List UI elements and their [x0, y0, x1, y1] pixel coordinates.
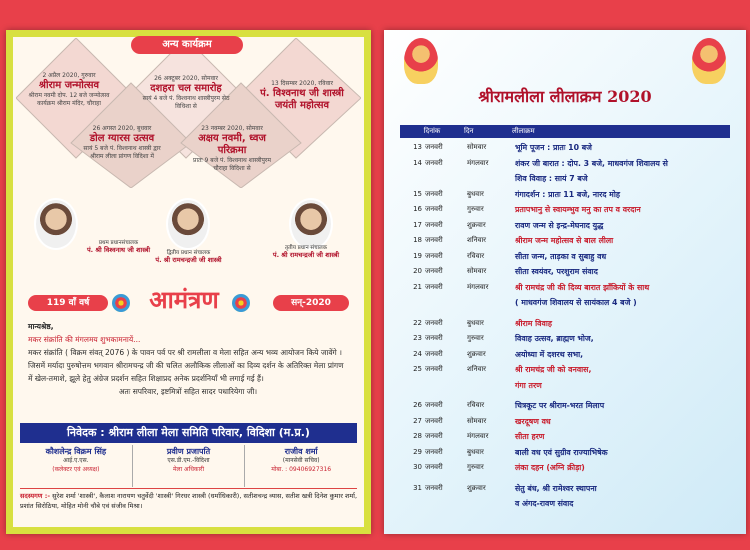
event-jayanti: 13 दिसम्बर 2020, रविवार पं. विश्वनाथ जी शास्त्री जयंती महोत्सव: [260, 80, 344, 111]
ganesha-icon: [404, 38, 438, 84]
table-row: [400, 187, 730, 203]
row-event: सेतु बंध, श्री रामेश्वर स्थापना: [515, 483, 597, 493]
row-event: सीता जन्म, ताड़का व सुबाहु वध: [515, 251, 607, 261]
row-month: जनवरी: [425, 282, 443, 291]
row-weekday: बुधवार: [467, 447, 484, 456]
row-date: 14: [413, 158, 422, 167]
row-weekday: मंगलवार: [467, 432, 489, 440]
row-date: 21: [413, 282, 422, 291]
schedule-header: [384, 30, 746, 110]
table-row: [400, 460, 730, 476]
row-month: [425, 295, 467, 311]
row-event: सीता स्वयंवर, परशुराम संवाद: [515, 267, 598, 276]
row-weekday: शुक्रवार: [467, 220, 486, 229]
row-weekday: रविवार: [467, 401, 485, 409]
row-weekday: [467, 378, 515, 394]
row-weekday: [467, 496, 515, 512]
row-weekday: सोमवार: [467, 143, 487, 151]
row-date: 26: [413, 401, 422, 409]
portrait-caption-3: तृतीय प्रधान संचालक पं. श्री रामचन्द्रजी जी शास्त्री: [272, 245, 340, 259]
table-row: [400, 362, 730, 378]
row-date: 30: [413, 463, 422, 471]
row-weekday: गुरुवार: [467, 463, 484, 471]
row-event: शंकर जी बारात : दोप. 3 बजे, माधवगंज शिवालय से: [515, 158, 668, 168]
nivedak-bar: निवेदक : श्रीराम लीला मेला समिति परिवार, विदिशा (म.प्र.): [20, 423, 357, 443]
row-event: शिव विवाह : सायं 7 बजे: [515, 174, 588, 183]
row-date: 20: [413, 267, 422, 275]
signatory: प्रवीण प्रजापति एस.डी.एम.-विदिशा मेला अधिकारी: [133, 445, 246, 487]
row-month: जनवरी: [425, 143, 443, 151]
table-row: [400, 264, 730, 280]
row-date: 19: [413, 251, 422, 260]
row-event: श्री रामचंद्र जी को वनवास,: [515, 365, 592, 374]
row-event: रावण जन्म से इन्द्र-मेघनाद युद्ध: [515, 220, 604, 230]
row-month: जनवरी: [425, 401, 443, 409]
row-date: 17: [413, 220, 422, 229]
row-event: भूमि पूजन : प्रातः 10 बजे: [515, 143, 592, 152]
signatories: [20, 445, 357, 487]
row-date: [400, 378, 425, 394]
row-month: [425, 378, 467, 394]
row-date: 28: [413, 432, 422, 440]
portrait-founder-1: [34, 198, 78, 250]
row-month: जनवरी: [425, 318, 443, 327]
row-month: जनवरी: [425, 447, 443, 456]
row-event: गंगादर्शन : प्रातः 11 बजे, नारद मोह: [515, 189, 620, 199]
row-month: जनवरी: [425, 416, 443, 425]
row-date: [400, 295, 425, 311]
invitation-card-left: [6, 30, 371, 534]
signatory: राजीव शर्मा (मानसेवी सचिव) मोबा. : 09406927316: [271, 447, 332, 473]
table-row: [400, 316, 730, 332]
row-event: अयोध्या में दशरथ सभा,: [515, 349, 584, 359]
row-weekday: गुरुवार: [467, 205, 484, 213]
row-event: श्रीराम जन्म महोत्सव से बाल लीला: [515, 236, 614, 245]
row-month: जनवरी: [425, 251, 443, 260]
row-month: जनवरी: [425, 463, 443, 471]
row-event: चित्रकूट पर श्रीराम-भरत मिलाप: [515, 401, 605, 410]
row-weekday: [467, 171, 515, 187]
row-weekday: रविवार: [467, 251, 485, 260]
year-2020-badge: सन्-2020: [273, 295, 349, 311]
row-month: जनवरी: [425, 267, 443, 275]
row-date: 27: [413, 416, 422, 425]
row-weekday: सोमवार: [467, 416, 487, 425]
schedule-table-header: दिनांक दिन लीलाक्रम: [400, 125, 730, 138]
row-weekday: [467, 295, 515, 311]
table-row: [400, 218, 730, 234]
row-month: जनवरी: [425, 432, 443, 440]
portrait-caption-2: द्वितीय प्रधान संचालक पं. श्री रामचन्द्रजी जी शास्त्री: [155, 250, 222, 264]
schedule-table: [400, 140, 730, 512]
row-event: ( माधवगंज शिवालय से सायंकाल 4 बजे ): [515, 298, 637, 307]
saraswati-icon: [692, 38, 726, 84]
row-date: 22: [413, 318, 422, 327]
schedule-title: श्रीरामलीला लीलाक्रम 2020: [478, 87, 652, 106]
table-row: [400, 295, 730, 311]
row-date: 13: [413, 143, 422, 151]
row-event: गंगा तरण: [515, 380, 542, 390]
row-date: 15: [413, 189, 422, 198]
table-row: [400, 445, 730, 461]
row-month: जनवरी: [425, 158, 443, 167]
row-month: जनवरी: [425, 334, 443, 342]
portrait-caption-1: प्रथम प्रधानसंचालक पं. श्री विश्वनाथ जी शास्त्री: [86, 240, 151, 254]
row-date: 24: [413, 349, 422, 358]
members-list: सदस्यगण :- सुरेश शर्मा 'शास्त्री', कैलाश नारायण चतुर्वेदी 'शास्त्री' गिरधर शास्त्री (धर्माधिकारी), सतीशचन्द्र व्यास, सतीश खत्री दिनेश कुमार शर्मा, प्रशांत सिरोठिया, मोहित मोनी चौबे एवं संजीव मिश्रा।: [20, 488, 357, 529]
table-row: [400, 414, 730, 430]
row-event: बाली वध एवं सुग्रीव राज्याभिषेक: [515, 447, 608, 457]
year-badge: 119 वाँ वर्ष: [28, 295, 108, 311]
row-weekday: शनिवार: [467, 236, 487, 244]
row-month: जनवरी: [425, 349, 443, 358]
row-event: श्रीराम विवाह: [515, 318, 552, 328]
table-row: [400, 347, 730, 363]
flower-icon: [112, 294, 130, 312]
row-month: जनवरी: [425, 205, 443, 213]
row-date: 23: [413, 334, 422, 342]
row-weekday: मंगलवार: [467, 282, 489, 291]
row-event: सीता हरण: [515, 432, 545, 441]
event-ram-janmotsav: 2 अप्रैल 2020, गुरुवार श्रीराम जन्मोत्सव श्रीराम नवमी दोप. 12 बजे जन्मोत्सव कार्यक्रम श्रीराम मंदिर, चौराहा: [28, 72, 110, 107]
row-event: प्रतापभानु से स्वायम्भुव मनु का तप व वरदान: [515, 205, 641, 214]
row-date: [400, 171, 425, 187]
row-month: जनवरी: [425, 220, 443, 229]
row-date: [400, 496, 425, 512]
table-row: [400, 429, 730, 445]
table-row: [400, 140, 730, 156]
portrait-founder-2: [166, 198, 210, 250]
table-row: [400, 171, 730, 187]
row-weekday: सोमवार: [467, 267, 487, 275]
row-weekday: मंगलवार: [467, 158, 489, 167]
row-month: जनवरी: [425, 365, 443, 373]
table-row: [400, 481, 730, 497]
row-event: खरदूषण वध: [515, 416, 551, 426]
row-weekday: शनिवार: [467, 365, 487, 373]
schedule-card-right: [384, 30, 746, 534]
row-month: जनवरी: [425, 483, 443, 492]
row-date: 25: [413, 365, 422, 373]
row-date: 31: [413, 483, 422, 492]
event-akshay-navami: 23 नवम्बर 2020, सोमवार अक्षय नवमी, ध्वज परिक्रमा प्रातः 9 बजे पं. विश्वनाथ शास्त्रीपुरम चौराहा विदिशा से: [193, 125, 271, 172]
row-date: 29: [413, 447, 422, 456]
row-weekday: गुरुवार: [467, 334, 484, 342]
table-row: [400, 156, 730, 172]
event-dol-gyaras: 26 अगस्त 2020, बुधवार डोल ग्यारस उत्सव सायं 5 बजे पं. विश्वनाथ शास्त्री द्वार श्रीराम लीला प्रांगण विदिशा में: [83, 125, 161, 160]
event-dussehra: 26 अक्टूबर 2020, सोमवार दशहरा चल समारोह सायं 4 बजे पं. विश्वनाथ शास्त्रीपुरम सेठ विधिशा से: [142, 75, 230, 110]
flower-icon: [232, 294, 250, 312]
row-month: जनवरी: [425, 236, 443, 244]
signatory: कौशलेन्द्र विक्रम सिंह आई.ए.एस. (कलेक्टर एवं अध्यक्ष): [20, 445, 133, 487]
portrait-founder-3: [289, 198, 333, 250]
amantran-heading: आमंत्रण: [149, 285, 219, 314]
row-event: विवाह उत्सव, ब्राह्मण भोज,: [515, 334, 594, 343]
row-month: [425, 496, 467, 512]
table-row: [400, 280, 730, 296]
table-row: [400, 249, 730, 265]
row-weekday: शुक्रवार: [467, 349, 486, 358]
row-weekday: बुधवार: [467, 189, 484, 198]
table-row: [400, 202, 730, 218]
table-row: [400, 378, 730, 394]
invitation-body: मान्यश्रेष्ठ, मकर संक्रांति की मंगलमय शुभकामनायें... मकर संक्रांति ( विक्रम संवत् 2076 ) के पावन पर्व पर श्री रामलीला व मेला सहित अन्य भव्य आयोजन किये जावेंगे । जिसमें मर्यादा पुरुषोत्तम भगवान श्रीरामचन्द्र जी की चलित अलौकिक लीलाओं का दिव्य दर्शन के अतिरिक्त मेला प्रांगण में खेल-तमाशे, झूले हेतु अंग्रेज प्रदर्शन सहित शिक्षाप्रद अनेक प्रदर्शनियाँ भी लगाई गई हैं। अतः सपरिवार, इष्टमित्रों सहित सादर पधारियेगा जी।: [28, 322, 344, 396]
row-date: 16: [413, 205, 422, 213]
table-row: [400, 398, 730, 414]
row-date: 18: [413, 236, 422, 244]
table-row: [400, 233, 730, 249]
row-event: व अंगद-रावण संवाद: [515, 499, 574, 508]
row-month: [425, 171, 467, 187]
row-month: जनवरी: [425, 189, 443, 198]
row-weekday: शुक्रवार: [467, 483, 486, 492]
row-event: लंका दहन (अग्नि क्रीड़ा): [515, 463, 585, 472]
other-programs-pill: अन्य कार्यक्रम: [131, 36, 243, 54]
row-weekday: बुधवार: [467, 318, 484, 327]
table-row: [400, 496, 730, 512]
table-row: [400, 331, 730, 347]
row-event: श्री रामचंद्र जी की दिव्य बारात झाँकियों के साथ: [515, 282, 650, 292]
